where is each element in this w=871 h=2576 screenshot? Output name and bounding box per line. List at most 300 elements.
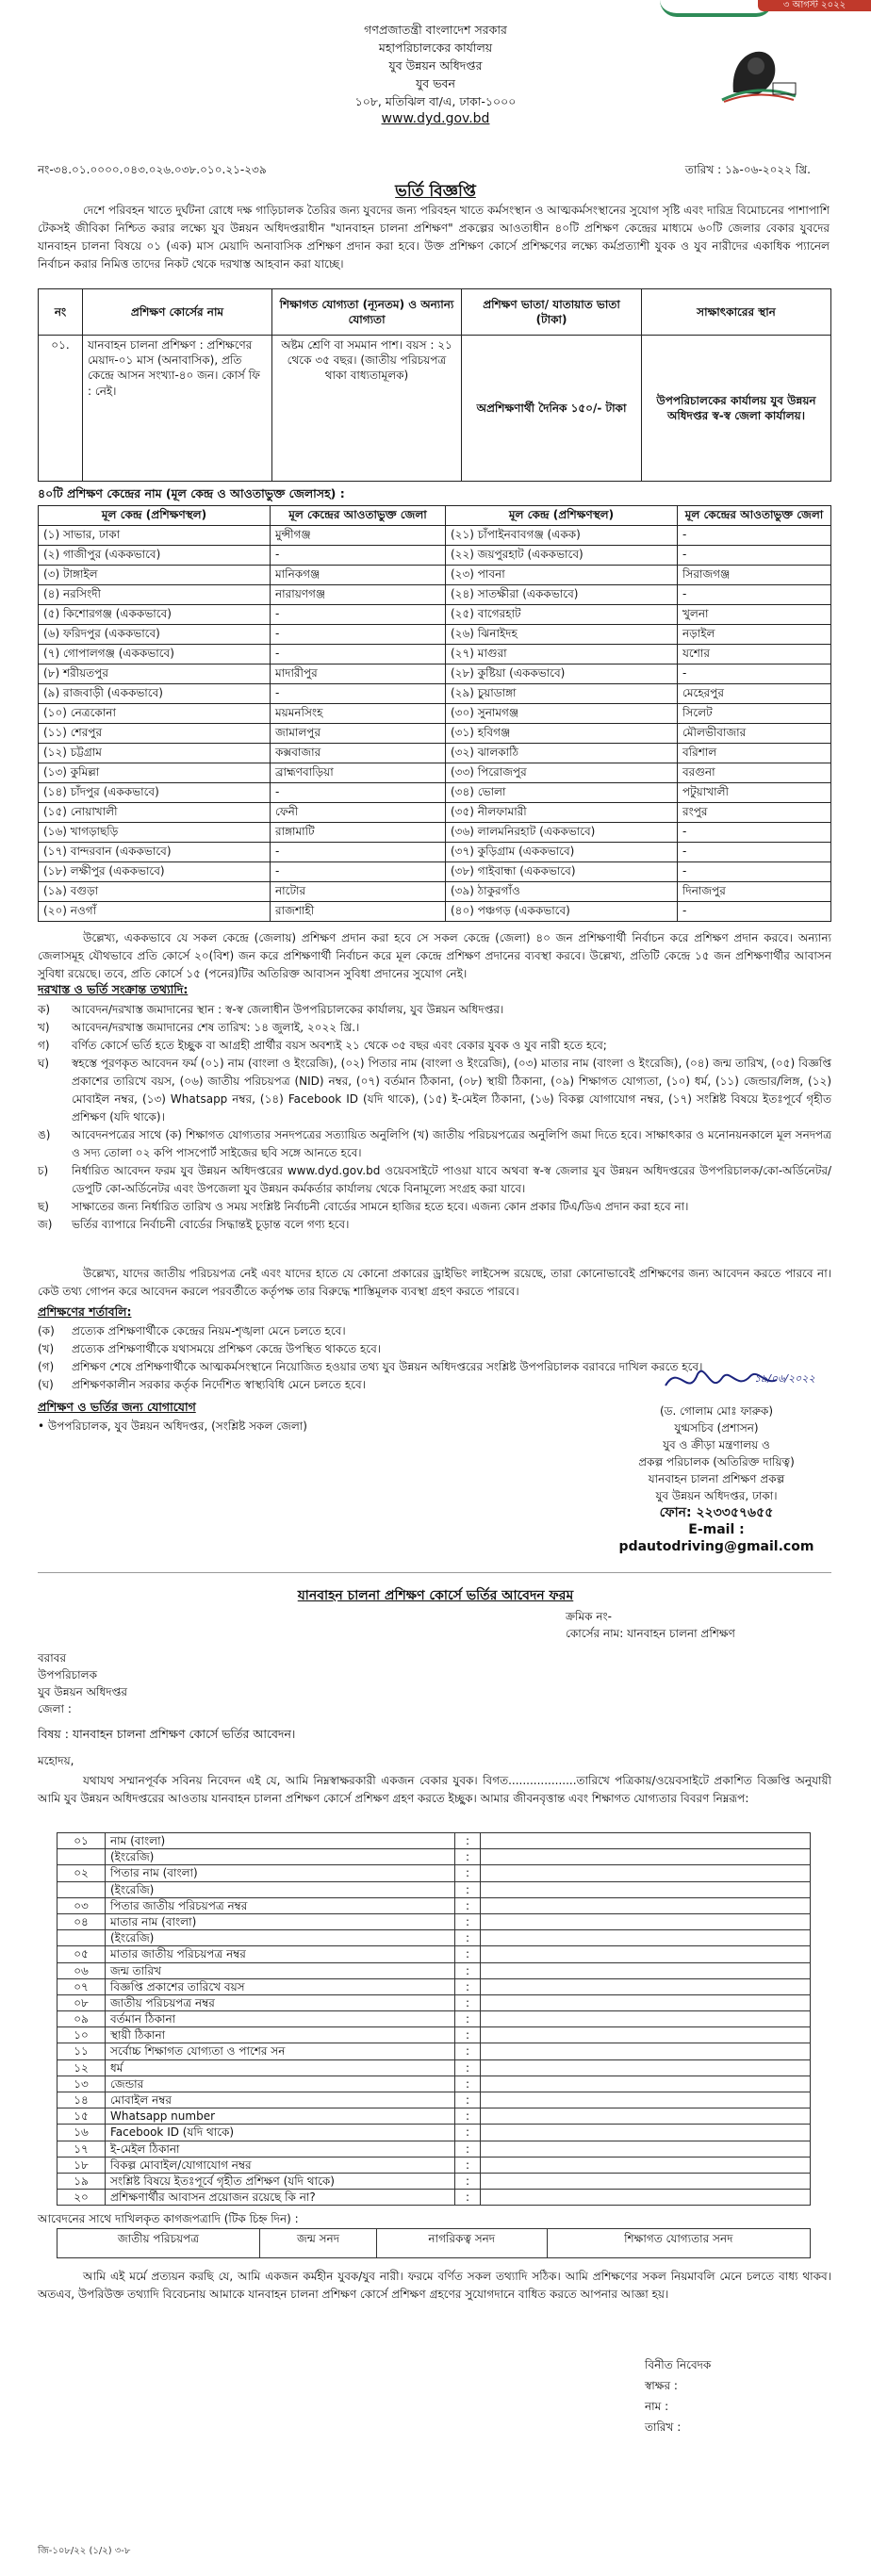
field-input[interactable] bbox=[481, 2173, 811, 2189]
field-input[interactable] bbox=[481, 1849, 811, 1865]
table-cell: (২৮) কুষ্টিয়া (এককভাবে) bbox=[446, 665, 678, 684]
table-cell: মেহেরপুর bbox=[678, 684, 831, 704]
list-item-text: বর্ণিত কোর্সে ভর্তি হতে ইচ্ছুক বা আগ্রহী প্রার্থীর বয়স অবশ্যই ২১ থেকে ৩৫ বছর এবং বেকার যুবক ও যুব নারী হতে হবে; bbox=[72, 1039, 607, 1052]
table-cell: (১৮) লক্ষীপুর (এককভাবে) bbox=[39, 862, 271, 882]
table-cell: (১১) শেরপুর bbox=[39, 724, 271, 744]
list-item-number: ক) bbox=[38, 1003, 51, 1016]
table-cell: (৩) টাঙ্গাইল bbox=[39, 566, 271, 585]
field-number: ০৮ bbox=[58, 1994, 106, 2010]
table-cell: (৩৯) ঠাকুরগাঁও bbox=[446, 882, 678, 902]
field-colon: : bbox=[455, 1865, 481, 1881]
column-header: মূল কেন্দ্রের আওতাভুক্ত জেলা bbox=[678, 506, 831, 526]
field-number: ০৪ bbox=[58, 1913, 106, 1929]
field-input[interactable] bbox=[481, 2027, 811, 2043]
table-cell: মাদারীপুর bbox=[271, 665, 446, 684]
signature-line: যুব ও ক্রীড়া মন্ত্রণালয় ও bbox=[663, 1438, 770, 1452]
table-cell: (১৫) নোয়াখালী bbox=[39, 803, 271, 823]
table-cell: ব্রাহ্মণবাড়িয়া bbox=[271, 763, 446, 783]
table-row bbox=[39, 566, 831, 585]
form-field-row bbox=[58, 1978, 811, 1994]
field-label: মাতার নাম (বাংলা) bbox=[106, 1913, 455, 1929]
field-label: জাতীয় পরিচয়পত্র নম্বর bbox=[106, 1994, 455, 2010]
center-note: উল্লেখ্য, এককভাবে যে সকল কেন্দ্রে (জেলায়) প্রশিক্ষণ প্রদান করা হবে সে সকল কেন্দ্রে (জেলা) ৪০ জন প্রশিক্ষণার্থী নির্বাচন করে প্রশিক্ষণ প্রদান করবে। অন্যান্য জেলাসমূহ যৌথভাবে প্রতি কোর্সে ২০(বিশ) জন করে প্রশিক্ষণার্থী নির্বাচন করে মূল কেন্দ্রে প্রশিক্ষণ প্রদানের ব্যবস্থা করবে। উল্লেখ্য, প্রতিটি কেন্দ্রে ১৫ জন প্রশিক্ষণার্থীর আবাসন সুবিধা রয়েছে। তবে, প্রতি কোর্সে ১৫ (পনের)টির অতিরিক্ত আবাসন সুবিধা প্রদানের সুযোগ নেই। bbox=[38, 931, 831, 980]
table-cell: (২৫) বাগেরহাট bbox=[446, 605, 678, 625]
field-label: Whatsapp number bbox=[106, 2108, 455, 2125]
list-item bbox=[38, 1019, 831, 1037]
field-input[interactable] bbox=[481, 2157, 811, 2173]
table-cell: মুন্সীগঞ্জ bbox=[271, 526, 446, 546]
field-input[interactable] bbox=[481, 1897, 811, 1913]
table-cell: যানবাহন চালনা প্রশিক্ষণ : প্রশিক্ষণের মেয়াদ-০১ মাস (অনাবাসিক), প্রতি কেন্দ্রে আসন সংখ্যা-৪০ জন। কোর্স ফি : নেই। bbox=[83, 336, 272, 482]
list-item-text: প্রশিক্ষণকালীন সরকার কর্তৃক নির্দেশিত স্বাস্থ্যবিধি মেনে চলতে হবে। bbox=[72, 1378, 366, 1391]
field-input[interactable] bbox=[481, 1930, 811, 1946]
field-label: বিজ্ঞপ্তি প্রকাশের তারিখে বয়স bbox=[106, 1978, 455, 1994]
form-field-row bbox=[58, 2027, 811, 2043]
form-greeting: মহোদয়, bbox=[38, 1754, 74, 1767]
table-cell: (৩১) হবিগঞ্জ bbox=[446, 724, 678, 744]
list-item-number: গ) bbox=[38, 1039, 50, 1052]
field-colon: : bbox=[455, 1978, 481, 1994]
table-cell: (১৪) চাঁদপুর (এককভাবে) bbox=[39, 783, 271, 803]
website-link[interactable]: www.dyd.gov.bd bbox=[381, 111, 490, 126]
apply-note: উল্লেখ্য, যাদের জাতীয় পরিচয়পত্র নেই এবং যাদের হাতে যে কোনো প্রকারের ড্রাইভিং লাইসেন্স রয়েছে, তারা কোনোভাবেই প্রশিক্ষণের জন্য আবেদন করতে পারবে না। কেউ তথ্য গোপন করে আবেদন করলে পরবর্তীতে কর্তৃপক্ষ তার বিরুদ্ধে শাস্তিমূলক ব্যবস্থা গ্রহণ করতে পারবে। bbox=[38, 1267, 831, 1298]
course-table bbox=[38, 288, 831, 482]
table-cell: (৩০) সুনামগঞ্জ bbox=[446, 704, 678, 724]
field-number: ২০ bbox=[58, 2190, 106, 2206]
form-serial bbox=[566, 1608, 735, 1642]
table-cell: (১৭) বান্দরবান (এককভাবে) bbox=[39, 843, 271, 862]
column-header: মূল কেন্দ্র (প্রশিক্ষণস্থল) bbox=[446, 506, 678, 526]
field-number: ০৭ bbox=[58, 1978, 106, 1994]
table-cell: রাঙ্গামাটি bbox=[271, 823, 446, 843]
form-subject: বিষয় : যানবাহন চালনা প্রশিক্ষণ কোর্সে ভর্তির আবেদন। bbox=[38, 1727, 296, 1741]
table-cell: (৩৫) নীলফামারী bbox=[446, 803, 678, 823]
list-item bbox=[38, 1198, 831, 1216]
table-row bbox=[39, 645, 831, 665]
field-input[interactable] bbox=[481, 1962, 811, 1978]
table-cell: - bbox=[271, 862, 446, 882]
field-label: জেন্ডার bbox=[106, 2076, 455, 2092]
field-number: ০২ bbox=[58, 1865, 106, 1881]
column-header: মূল কেন্দ্র (প্রশিক্ষণস্থল) bbox=[39, 506, 271, 526]
field-label: সংশ্লিষ্ট বিষয়ে ইতঃপূর্বে গৃহীত প্রশিক্ষণ (যদি থাকে) bbox=[106, 2173, 455, 2189]
table-cell: (৩৩) পিরোজপুর bbox=[446, 763, 678, 783]
table-row bbox=[39, 665, 831, 684]
table-row bbox=[39, 336, 831, 482]
table-row bbox=[39, 783, 831, 803]
table-cell: - bbox=[678, 526, 831, 546]
column-header: প্রশিক্ষণ কোর্সের নাম bbox=[83, 289, 272, 336]
table-row bbox=[39, 625, 831, 645]
attachment-checkbox[interactable]: শিক্ষাগত যোগ্যতার সনদ bbox=[547, 2229, 810, 2258]
table-cell: (১৬) খাগড়াছড়ি bbox=[39, 823, 271, 843]
field-input[interactable] bbox=[481, 2076, 811, 2092]
table-cell: অষ্টম শ্রেণি বা সমমান পাশ। বয়স : ২১ থেকে ৩৫ বছর। (জাতীয় পরিচয়পত্র থাকা বাধ্যতামূলক) bbox=[272, 336, 462, 482]
field-colon: : bbox=[455, 2092, 481, 2108]
table-row bbox=[39, 843, 831, 862]
form-field-row bbox=[58, 1930, 811, 1946]
list-item-text: আবেদনপত্রের সাথে (ক) শিক্ষাগত যোগ্যতার সনদপত্রের সত্যায়িত অনুলিপি (খ) জাতীয় পরিচয়পত্রের অনুলিপি জমা দিতে হবে। সাক্ষাৎকার ও মনোনয়নকালে মূল সনদপত্র ও সদ্য তোলা ০২ কপি পাসপোর্ট সাইজের ছবি সঙ্গে আনতে হবে। bbox=[72, 1128, 831, 1159]
field-input[interactable] bbox=[481, 2011, 811, 2027]
field-colon: : bbox=[455, 1913, 481, 1929]
field-input[interactable] bbox=[481, 1946, 811, 1962]
table-cell: - bbox=[271, 843, 446, 862]
list-item bbox=[38, 1322, 831, 1340]
field-input[interactable] bbox=[481, 2043, 811, 2059]
terms-heading: প্রশিক্ষণের শর্তাবলি: bbox=[38, 1304, 132, 1319]
signature-date: ১৯/০৬/২০২২ bbox=[754, 1372, 815, 1385]
list-item-number: খ) bbox=[38, 1021, 50, 1034]
attachment-checkbox[interactable]: নাগরিকত্ব সনদ bbox=[376, 2229, 547, 2258]
field-number: ০৩ bbox=[58, 1897, 106, 1913]
table-cell: (৭) গোপালগঞ্জ (এককভাবে) bbox=[39, 645, 271, 665]
list-item bbox=[38, 1216, 831, 1234]
field-colon: : bbox=[455, 2157, 481, 2173]
list-item-text: সাক্ষাতের জন্য নির্ধারিত তারিখ ও সময় সংশ্লিষ্ট নির্বাচনী বোর্ডের সামনে হাজির হতে হবে। এজন্য কোন প্রকার টিএ/ডিএ প্রদান করা হবে না। bbox=[72, 1200, 689, 1213]
table-cell: (২৭) মাগুরা bbox=[446, 645, 678, 665]
table-cell: - bbox=[678, 585, 831, 605]
form-body: যথাযথ সম্মানপূর্বক সবিনয় নিবেদন এই যে, আমি নিম্নস্বাক্ষরকারী একজন বেকার যুবক। বিগত...................তারিখে পত্রিকায়/ওয়েবসাইটে প্রকাশিত বিজ্ঞপ্তি অনুযায়ী আমি যুব উন্নয়ন অধিদপ্তরের আওতায় যানবাহন চালনা প্রশিক্ষণ কোর্সে প্রশিক্ষণ গ্রহণ করতে ইচ্ছুক। আমার জীবনবৃত্তান্ত এবং শিক্ষাগত যোগ্যতার বিবরণ নিম্নরূপ: bbox=[38, 1774, 831, 1805]
list-item-text: স্বহস্তে পূরণকৃত আবেদন ফর্ম (০১) নাম (বাংলা ও ইংরেজি), (০২) পিতার নাম (বাংলা ও ইংরেজি), (০৩) মাতার নাম (বাংলা ও ইংরেজি), (০৪) জন্ম তারিখ, (০৫) বিজ্ঞপ্তি প্রকাশের তারিখে বয়স, (০৬) জাতীয় পরিচয়পত্র (NID) নম্বর, (০৭) বর্তমান ঠিকানা, (০৮) স্থায়ী ঠিকানা, (০৯) শিক্ষাগত যোগ্যতা, (১০) ধর্ম, (১১) জেন্ডার/লিঙ্গ, (১২) মোবাইল নম্বর, (১৩) Whatsapp নম্বর, (১৪) Facebook ID (যদি থাকে), (১৫) ই-মেইল ঠিকানা, (১৬) বিকল্প যোগাযোগ নম্বর, (১৭) সংশ্লিষ্ট বিষয়ে ইতঃপূর্বে গৃহীত প্রশিক্ষণ (যদি থাকে)। bbox=[72, 1057, 831, 1124]
field-colon: : bbox=[455, 1930, 481, 1946]
form-field-row bbox=[58, 2125, 811, 2141]
field-input[interactable] bbox=[481, 2125, 811, 2141]
form-field-row bbox=[58, 2076, 811, 2092]
table-cell: - bbox=[678, 902, 831, 922]
table-cell: - bbox=[271, 605, 446, 625]
field-label: মোবাইল নম্বর bbox=[106, 2092, 455, 2108]
field-input[interactable] bbox=[481, 2108, 811, 2125]
field-colon: : bbox=[455, 2076, 481, 2092]
table-cell: - bbox=[271, 684, 446, 704]
form-field-row bbox=[58, 2173, 811, 2189]
list-item bbox=[38, 1055, 831, 1126]
address-line: যুব উন্নয়ন অধিদপ্তর bbox=[38, 1685, 127, 1698]
field-number bbox=[58, 1849, 106, 1865]
field-input[interactable] bbox=[481, 1865, 811, 1881]
table-cell: বরিশাল bbox=[678, 744, 831, 763]
list-item-text: নির্ধারিত আবেদন ফরম যুব উন্নয়ন অধিদপ্তরের www.dyd.gov.bd ওয়েবসাইটে পাওয়া যাবে অথবা স্ব-স্ব জেলার যুব উন্নয়ন অধিদপ্তরের উপপরিচালক/কো-অর্ডিনেটর/ডেপুটি কো-অর্ডিনেটর এবং উপজেলা যুব উন্নয়ন কর্মকর্তার কার্যালয় থেকে বিনামূল্যে সংগ্রহ করা যাবে। bbox=[72, 1164, 831, 1195]
list-item bbox=[38, 1037, 831, 1055]
table-cell: - bbox=[271, 645, 446, 665]
field-number: ১০ bbox=[58, 2027, 106, 2043]
list-item-number: ঘ) bbox=[38, 1057, 50, 1070]
column-header: প্রশিক্ষণ ভাতা/ যাতায়াত ভাতা (টাকা) bbox=[462, 289, 642, 336]
intro-paragraph: দেশে পরিবহন খাতে দুর্ঘটনা রোধে দক্ষ গাড়িচালক তৈরির জন্য যুবদের জন্য পরিবহন খাতে কর্মসংস্থান ও আত্মকর্মসংস্থানের সুযোগ সৃষ্টি এবং দারিদ্র বিমোচনের পাশাপাশি টেকসই জীবিকা নিশ্চিত করার লক্ষ্যে যুব উন্নয়ন অধিদপ্তরাধীন "যানবাহন চালনা প্রশিক্ষণ" প্রকল্পের আওতাধীন ৪০টি প্রশিক্ষণ কেন্দ্রের মাধ্যমে ৬০টি জেলার বেকার যুবদের যানবাহন চালনা বিষয়ে ০১ (এক) মাস মেয়াদি অনাবাসিক প্রশিক্ষণ প্রদান করা হবে। উক্ত প্রশিক্ষণ কোর্সে প্রশিক্ষণের লক্ষ্যে কর্মপ্রত্যাশী যুবক ও যুব নারীদের একাধিক প্যানেল নির্বাচন করার নিমিত্ত তাদের নিকট থেকে দরখাস্ত আহবান করা যাচ্ছে। bbox=[38, 204, 830, 271]
field-number: ১৯ bbox=[58, 2173, 106, 2189]
signature-line: যুগ্মসচিব (প্রশাসন) bbox=[674, 1421, 759, 1435]
centers-table-body bbox=[39, 526, 831, 922]
table-row bbox=[39, 526, 831, 546]
table-cell: (২১) চাঁপাইনবাবগঞ্জ (একক) bbox=[446, 526, 678, 546]
closing-line: বিনীত নিবেদক bbox=[645, 2358, 712, 2371]
column-header: মূল কেন্দ্রের আওতাভুক্ত জেলা bbox=[271, 506, 446, 526]
field-number: ১৫ bbox=[58, 2108, 106, 2125]
form-field-row bbox=[58, 1962, 811, 1978]
address-line: উপপরিচালক bbox=[38, 1668, 97, 1682]
table-cell: কক্সবাজার bbox=[271, 744, 446, 763]
field-input[interactable] bbox=[481, 2190, 811, 2206]
field-input[interactable] bbox=[481, 1833, 811, 1849]
field-label: পিতার নাম (বাংলা) bbox=[106, 1865, 455, 1881]
list-item bbox=[38, 1162, 831, 1198]
table-cell: রংপুর bbox=[678, 803, 831, 823]
field-label: বর্তমান ঠিকানা bbox=[106, 2011, 455, 2027]
header-line: মহাপরিচালকের কার্যালয় bbox=[378, 41, 493, 55]
field-input[interactable] bbox=[481, 1978, 811, 1994]
field-label: প্রশিক্ষণার্থীর আবাসন প্রয়োজন রয়েছে কি না? bbox=[106, 2190, 455, 2206]
table-cell: (৩৬) লালমনিরহাট (এককভাবে) bbox=[446, 823, 678, 843]
address-line: বরাবর bbox=[38, 1651, 67, 1665]
form-field-row bbox=[58, 1913, 811, 1929]
table-cell: - bbox=[678, 665, 831, 684]
list-item bbox=[38, 1126, 831, 1162]
fields-body bbox=[58, 1833, 811, 2206]
form-title: যানবাহন চালনা প্রশিক্ষণ কোর্সে ভর্তির আবেদন ফরম bbox=[297, 1588, 574, 1603]
field-number bbox=[58, 1930, 106, 1946]
form-field-row bbox=[58, 2141, 811, 2157]
table-cell: (২২) জয়পুরহাট (এককভাবে) bbox=[446, 546, 678, 566]
table-cell: (৩৪) ভোলা bbox=[446, 783, 678, 803]
field-input[interactable] bbox=[481, 2092, 811, 2108]
apply-heading: দরখাস্ত ও ভর্তি সংক্রান্ত তথ্যাদি: bbox=[38, 982, 189, 996]
table-row bbox=[39, 704, 831, 724]
header-line: যুব ভবন bbox=[416, 76, 455, 90]
table-cell: রাজশাহী bbox=[271, 902, 446, 922]
field-colon: : bbox=[455, 1849, 481, 1865]
attachment-label: আবেদনের সাথে দাখিলকৃত কাগজপত্রাদি (টিক চিহ্ন দিন) : bbox=[38, 2212, 299, 2225]
table-row bbox=[39, 744, 831, 763]
field-input[interactable] bbox=[481, 1994, 811, 2010]
header-line: ১০৮, মতিঝিল বা/এ, ঢাকা-১০০০ bbox=[354, 94, 517, 108]
table-row bbox=[39, 763, 831, 783]
declaration-paragraph: আমি এই মর্মে প্রত্যয়ন করছি যে, আমি একজন কর্মহীন যুবক/যুব নারী। ফরমে বর্ণিত সকল তথ্যাদি সঠিক। আমি প্রশিক্ষণের সকল নিয়মাবলি মেনে চলতে বাধ্য থাকব। অতএব, উপরিউক্ত তথ্যাদি বিবেচনায় আমাকে যানবাহন চালনা প্রশিক্ষণ কোর্সে প্রশিক্ষণ গ্রহণের সুযোগদানে বাধিত করতে আপনার আজ্ঞা হয়। bbox=[38, 2270, 831, 2301]
field-colon: : bbox=[455, 1994, 481, 2010]
field-label: নাম (বাংলা) bbox=[106, 1833, 455, 1849]
footer-code: জি-১০৮/২২ (১/২) ৩-৮ bbox=[38, 2546, 131, 2556]
table-row bbox=[39, 585, 831, 605]
table-row bbox=[39, 724, 831, 744]
field-colon: : bbox=[455, 1833, 481, 1849]
signature-line: যুব উন্নয়ন অধিদপ্তর, ঢাকা। bbox=[655, 1489, 778, 1502]
table-cell: (৫) কিশোরগঞ্জ (এককভাবে) bbox=[39, 605, 271, 625]
name-field[interactable]: নাম : bbox=[645, 2400, 669, 2413]
table-cell: ০১. bbox=[39, 336, 83, 482]
field-colon: : bbox=[455, 2173, 481, 2189]
field-colon: : bbox=[455, 2043, 481, 2059]
centers-heading: ৪০টি প্রশিক্ষণ কেন্দ্রের নাম (মূল কেন্দ্র ও আওতাভুক্ত জেলাসহ) : bbox=[38, 486, 345, 500]
table-row bbox=[39, 684, 831, 704]
centers-table bbox=[38, 505, 831, 922]
address-line: জেলা : bbox=[38, 1702, 72, 1715]
field-label: বিকল্প মোবাইল/যোগাযোগ নম্বর bbox=[106, 2157, 455, 2173]
field-number: ০৫ bbox=[58, 1946, 106, 1962]
signature-line: প্রকল্প পরিচালক (অতিরিক্ত দায়িত্ব) bbox=[638, 1455, 795, 1468]
contact-text: • উপপরিচালক, যুব উন্নয়ন অধিদপ্তর, (সংশ্লিষ্ট সকল জেলা) bbox=[38, 1419, 307, 1433]
field-input[interactable] bbox=[481, 1881, 811, 1897]
column-header: নং bbox=[39, 289, 83, 336]
field-label: (ইংরেজি) bbox=[106, 1849, 455, 1865]
date-field[interactable]: তারিখ : bbox=[645, 2420, 682, 2434]
table-row bbox=[39, 882, 831, 902]
field-colon: : bbox=[455, 2011, 481, 2027]
table-cell: (২৪) সাতক্ষীরা (এককভাবে) bbox=[446, 585, 678, 605]
table-cell: (২৩) পাবনা bbox=[446, 566, 678, 585]
column-header: শিক্ষাগত যোগ্যতা (ন্যূনতম) ও অন্যান্য যোগ্যতা bbox=[272, 289, 462, 336]
table-cell: উপপরিচালকের কার্যালয় যুব উন্নয়ন অধিদপ্তর স্ব-স্ব জেলা কার্যালয়। bbox=[642, 336, 831, 482]
list-item-text: আবেদন/দরখাস্ত জমাদানের শেষ তারিখ: ১৪ জুলাই, ২০২২ খ্রি.। bbox=[72, 1021, 360, 1034]
field-input[interactable] bbox=[481, 2059, 811, 2076]
table-cell: (২০) নওগাঁ bbox=[39, 902, 271, 922]
field-label: মাতার জাতীয় পরিচয়পত্র নম্বর bbox=[106, 1946, 455, 1962]
divider bbox=[38, 1572, 831, 1573]
field-number: ১৭ bbox=[58, 2141, 106, 2157]
table-cell: দিনাজপুর bbox=[678, 882, 831, 902]
header-line: গণপ্রজাতন্ত্রী বাংলাদেশ সরকার bbox=[364, 23, 507, 37]
table-row bbox=[39, 803, 831, 823]
apply-list bbox=[38, 1001, 831, 1234]
form-field-row bbox=[58, 2011, 811, 2027]
list-item-number: ঙ) bbox=[38, 1128, 51, 1141]
table-cell: মানিকগঞ্জ bbox=[271, 566, 446, 585]
table-cell: মৌলভীবাজার bbox=[678, 724, 831, 744]
table-cell: বরগুনা bbox=[678, 763, 831, 783]
table-cell: (১৩) কুমিল্লা bbox=[39, 763, 271, 783]
field-colon: : bbox=[455, 1962, 481, 1978]
signature-phone: ফোন: ২২৩৩৫৭৬৫৫ bbox=[659, 1505, 774, 1520]
list-item-text: প্রত্যেক প্রশিক্ষণার্থীকে কেন্দ্রের নিয়ম-শৃঙ্খলা মেনে চলতে হবে। bbox=[72, 1324, 346, 1337]
table-cell: (২৬) ঝিনাইদহ bbox=[446, 625, 678, 645]
form-field-row bbox=[58, 1994, 811, 2010]
decorative-swoosh bbox=[660, 0, 773, 17]
memo-number: নং-৩৪.০১.০০০০.০৪৩.০২৬.০৩৮.০১০.২১-২৩৯ bbox=[38, 163, 267, 176]
field-label: (ইংরেজি) bbox=[106, 1881, 455, 1897]
table-cell: অপ্রশিক্ষণার্থী দৈনিক ১৫০/- টাকা bbox=[462, 336, 642, 482]
field-label: স্থায়ী ঠিকানা bbox=[106, 2027, 455, 2043]
list-item-number: ছ) bbox=[38, 1200, 49, 1213]
table-cell: (২) গাজীপুর (এককভাবে) bbox=[39, 546, 271, 566]
form-field-row bbox=[58, 1865, 811, 1881]
table-cell: সিলেট bbox=[678, 704, 831, 724]
table-cell: - bbox=[678, 546, 831, 566]
field-label: ই-মেইল ঠিকানা bbox=[106, 2141, 455, 2157]
field-colon: : bbox=[455, 1897, 481, 1913]
field-colon: : bbox=[455, 2190, 481, 2206]
table-cell: (৮) শরীয়তপুর bbox=[39, 665, 271, 684]
field-colon: : bbox=[455, 2059, 481, 2076]
table-cell: (৬) ফরিদপুর (এককভাবে) bbox=[39, 625, 271, 645]
signature-line: (ড. গোলাম মোঃ ফারুক) bbox=[659, 1404, 773, 1418]
table-cell: যশোর bbox=[678, 645, 831, 665]
table-cell: (১) সাভার, ঢাকা bbox=[39, 526, 271, 546]
list-item-number: জ) bbox=[38, 1218, 53, 1231]
application-fields-table bbox=[57, 1832, 811, 2206]
signature-line: যানবাহন চালনা প্রশিক্ষণ প্রকল্প bbox=[648, 1472, 785, 1485]
form-field-row bbox=[58, 2157, 811, 2173]
signature-email[interactable]: E-mail : pdautodriving@gmail.com bbox=[618, 1522, 814, 1554]
table-cell: (১৯) বগুড়া bbox=[39, 882, 271, 902]
table-cell: ফেনী bbox=[271, 803, 446, 823]
list-item bbox=[38, 1340, 831, 1358]
signature-field[interactable]: স্বাক্ষর : bbox=[645, 2379, 678, 2392]
field-number: ১৪ bbox=[58, 2092, 106, 2108]
field-colon: : bbox=[455, 1881, 481, 1897]
table-cell: (৪) নরসিংদী bbox=[39, 585, 271, 605]
table-cell: সিরাজগঞ্জ bbox=[678, 566, 831, 585]
table-row bbox=[39, 902, 831, 922]
list-item-number: (ক) bbox=[38, 1324, 55, 1337]
table-cell: (১০) নেত্রকোনা bbox=[39, 704, 271, 724]
column-header: সাক্ষাৎকারের স্থান bbox=[642, 289, 831, 336]
closing-block bbox=[645, 2354, 711, 2437]
field-colon: : bbox=[455, 2141, 481, 2157]
field-number: ০৯ bbox=[58, 2011, 106, 2027]
table-cell: - bbox=[271, 625, 446, 645]
table-cell: (৩৮) গাইবান্ধা (এককভাবে) bbox=[446, 862, 678, 882]
form-field-row bbox=[58, 2043, 811, 2059]
course-label: কোর্সের নাম: যানবাহন চালনা প্রশিক্ষণ bbox=[566, 1627, 735, 1640]
form-field-row bbox=[58, 2108, 811, 2125]
serial-label: ক্রমিক নং- bbox=[566, 1610, 612, 1623]
field-label: Facebook ID (যদি থাকে) bbox=[106, 2125, 455, 2141]
table-cell: ময়মনসিংহ bbox=[271, 704, 446, 724]
field-number bbox=[58, 1881, 106, 1897]
table-row bbox=[39, 862, 831, 882]
form-field-row bbox=[58, 1946, 811, 1962]
table-cell: - bbox=[678, 862, 831, 882]
list-item-text: প্রত্যেক প্রশিক্ষণার্থীকে যথাসময়ে প্রশিক্ষণ কেন্দ্রে উপস্থিত থাকতে হবে। bbox=[72, 1342, 382, 1355]
list-item bbox=[38, 1001, 831, 1019]
field-number: ০১ bbox=[58, 1833, 106, 1849]
contact-heading: প্রশিক্ষণ ও ভর্তির জন্য যোগাযোগ bbox=[38, 1400, 196, 1414]
field-label: ধর্ম bbox=[106, 2059, 455, 2076]
list-item-number: (ঘ) bbox=[38, 1378, 54, 1391]
table-cell: নড়াইল bbox=[678, 625, 831, 645]
table-row bbox=[39, 546, 831, 566]
field-number: ০৬ bbox=[58, 1962, 106, 1978]
mujib-100-logo-icon bbox=[715, 38, 801, 106]
list-item-text: আবেদন/দরখাস্ত জমাদানের স্থান : স্ব-স্ব জেলাধীন উপপরিচালকের কার্যালয়, যুব উন্নয়ন অধিদপ্তর। bbox=[72, 1003, 504, 1016]
field-colon: : bbox=[455, 2027, 481, 2043]
field-input[interactable] bbox=[481, 1913, 811, 1929]
attachment-checkbox[interactable]: জন্ম সনদ bbox=[260, 2229, 377, 2258]
field-label: (ইংরেজি) bbox=[106, 1930, 455, 1946]
centers-table-header bbox=[39, 506, 831, 526]
table-cell: (৪০) পঞ্চগড় (এককভাবে) bbox=[446, 902, 678, 922]
table-cell: - bbox=[271, 546, 446, 566]
form-field-row bbox=[58, 2190, 811, 2206]
field-label: সর্বোচ্চ শিক্ষাগত যোগ্যতা ও পাশের সন bbox=[106, 2043, 455, 2059]
table-row bbox=[58, 2229, 811, 2258]
form-field-row bbox=[58, 1881, 811, 1897]
field-input[interactable] bbox=[481, 2141, 811, 2157]
field-number: ১৬ bbox=[58, 2125, 106, 2141]
list-item-number: (খ) bbox=[38, 1342, 55, 1355]
list-item-text: ভর্তির ব্যাপারে নির্বাচনী বোর্ডের সিদ্ধান্তই চূড়ান্ত বলে গণ্য হবে। bbox=[72, 1218, 350, 1231]
form-field-row bbox=[58, 2059, 811, 2076]
field-number: ১৮ bbox=[58, 2157, 106, 2173]
table-cell: পটুয়াখালী bbox=[678, 783, 831, 803]
course-table-header bbox=[39, 289, 831, 336]
list-item-text: প্রশিক্ষণ শেষে প্রশিক্ষণার্থীকে আত্মকর্মসংস্থানে নিয়োজিত হওয়ার তথ্য যুব উন্নয়ন অধিদপ্তরের সংশ্লিষ্ট উপপরিচালক বরাবরে দাখিল করতে হবে। bbox=[72, 1360, 703, 1373]
table-cell: (৯) রাজবাড়ী (এককভাবে) bbox=[39, 684, 271, 704]
table-cell: - bbox=[271, 783, 446, 803]
table-cell: নারায়ণগঞ্জ bbox=[271, 585, 446, 605]
field-number: ১২ bbox=[58, 2059, 106, 2076]
field-number: ১৩ bbox=[58, 2076, 106, 2092]
field-number: ১১ bbox=[58, 2043, 106, 2059]
attachment-checkbox[interactable]: জাতীয় পরিচয়পত্র bbox=[58, 2229, 260, 2258]
